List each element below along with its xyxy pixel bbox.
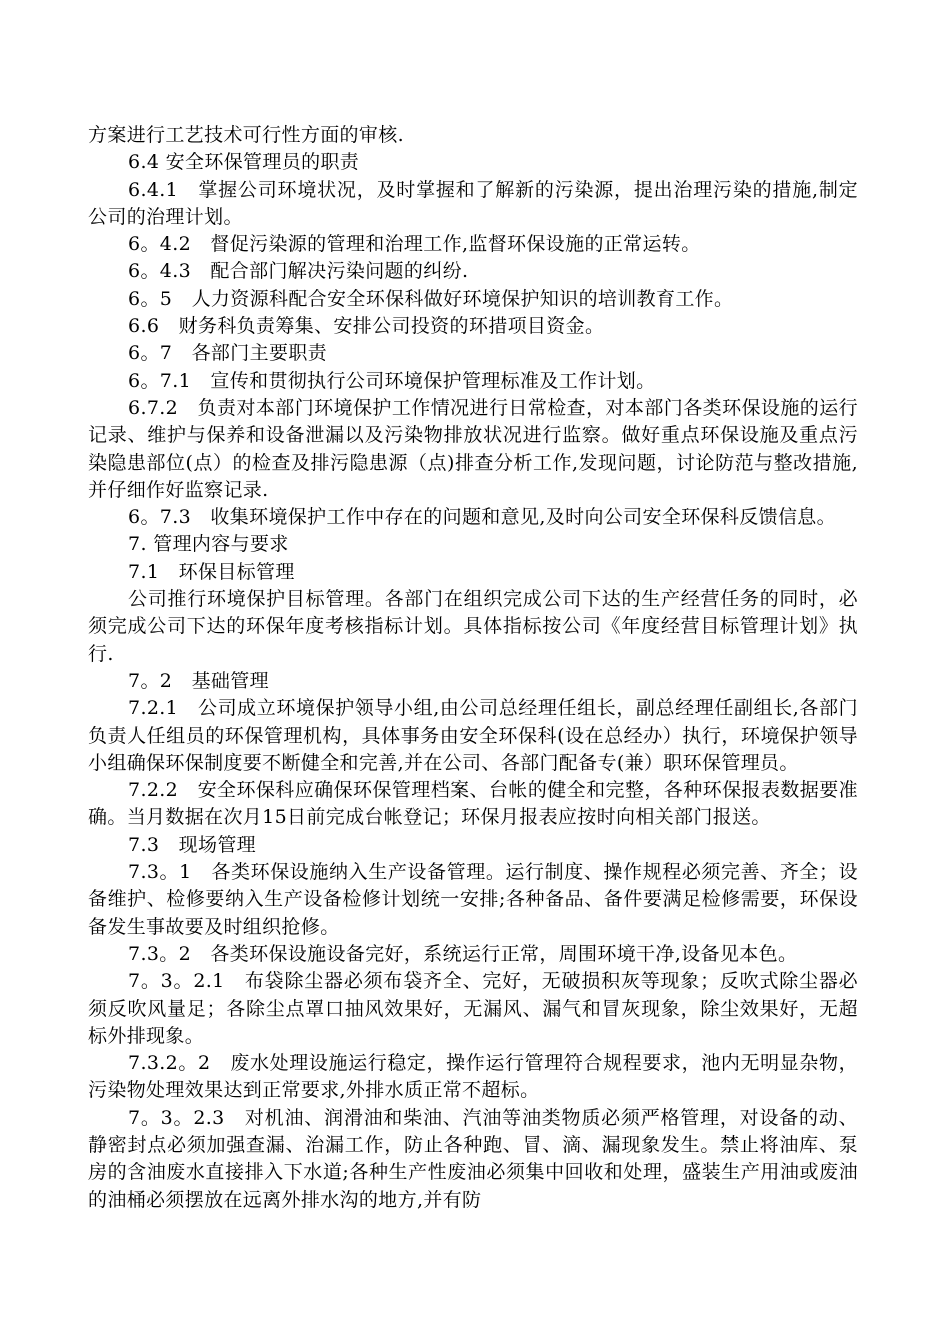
paragraph-7-2-2: 7.2.2 安全环保科应确保环保管理档案、台帐的健全和完整，各种环保报表数据要准确。当月数据在次月15日前完成台帐登记；环保月报表应按时向相关部门报送。 [88,779,858,829]
heading-7: 7. 管理内容与要求 [128,533,289,556]
paragraph-6-7-1: 6。7.1 宣传和贯彻执行公司环境保护管理标准及工作计划。 [128,369,656,392]
paragraph-7-2-1: 7.2.1 公司成立环境保护领导小组,由公司总经理任组长，副总经理任副组长,各部门负责人任组员的环保管理机构，具体事务由安全环保科(设在总经办）执行，环境保护领导小组确保环保制度要不断健全和完善,并在公司、各部门配备专(兼）职环保管理员。 [88,697,858,774]
paragraph-7-1-body: 公司推行环境保护目标管理。各部门在组织完成公司下达的生产经营任务的同时，必须完成公司下达的环保年度考核指标计划。具体指标按公司《年度经营目标管理计划》执行. [88,588,858,665]
heading-7-2: 7。2 基础管理 [128,669,269,692]
heading-7-1: 7.1 环保目标管理 [128,560,295,583]
heading-7-3: 7.3 现场管理 [128,833,257,856]
paragraph-7-3-2-3: 7。3。2.3 对机油、润滑油和柴油、汽油等油类物质必须严格管理，对设备的动、静密封点必须加强查漏、治漏工作，防止各种跑、冒、滴、漏现象发生。禁止将油库、泵房的含油废水直接排入下水道;各种生产性废油必须集中回收和处理，盛装生产用油或废油的油桶必须摆放在远离外排水沟的地方,并有防 [88,1106,858,1211]
paragraph-7-3-2: 7.3。2 各类环保设施设备完好，系统运行正常，周围环境干净,设备见本色。 [128,942,798,965]
paragraph-7-3-1: 7.3。1 各类环保设施纳入生产设备管理。运行制度、操作规程必须完善、齐全；设备维护、检修要纳入生产设备检修计划统一安排;各种备品、备件要满足检修需要，环保设备发生事故要及时组织抢修。 [88,861,858,938]
paragraph-6-5: 6。5 人力资源科配合安全环保科做好环境保护知识的培训教育工作。 [128,287,734,310]
paragraph-7-3-2-1: 7。3。2.1 布袋除尘器必须布袋齐全、完好，无破损积灰等现象；反吹式除尘器必须反吹风量足；各除尘点罩口抽风效果好，无漏风、漏气和冒灰现象，除尘效果好，无超标外排现象。 [88,970,858,1047]
paragraph-6-7-2: 6.7.2 负责对本部门环境保护工作情况进行日常检查，对本部门各类环保设施的运行记录、维护与保养和设备泄漏以及污染物排放状况进行监察。做好重点环保设施及重点污染隐患部位(点）的检查及排污隐患源（点)排查分析工作,发现问题，讨论防范与整改措施,并仔细作好监察记录. [88,396,858,501]
paragraph-6-6: 6.6 财务科负责筹集、安排公司投资的环措项目资金。 [128,315,605,338]
document-body [88,122,858,1214]
paragraph-7-3-2-2: 7.3.2。2 废水处理设施运行稳定，操作运行管理符合规程要求，池内无明显杂物，污染物处理效果达到正常要求,外排水质正常不超标。 [88,1052,858,1102]
paragraph-review-continuation: 方案进行工艺技术可行性方面的审核. [88,124,404,146]
heading-6-4: 6.4 安全环保管理员的职责 [128,151,360,174]
paragraph-6-4-3: 6。4.3 配合部门解决污染问题的纠纷. [128,260,469,283]
heading-6-7: 6。7 各部门主要职责 [128,342,328,365]
paragraph-6-4-1: 6.4.1 掌握公司环境状况，及时掌握和了解新的污染源，提出治理污染的措施,制定公司的治理计划。 [88,178,858,228]
paragraph-6-4-2: 6。4.2 督促污染源的管理和治理工作,监督环保设施的正常运转。 [128,233,701,256]
paragraph-6-7-3: 6。7.3 收集环境保护工作中存在的问题和意见,及时向公司安全环保科反馈信息。 [128,506,836,529]
